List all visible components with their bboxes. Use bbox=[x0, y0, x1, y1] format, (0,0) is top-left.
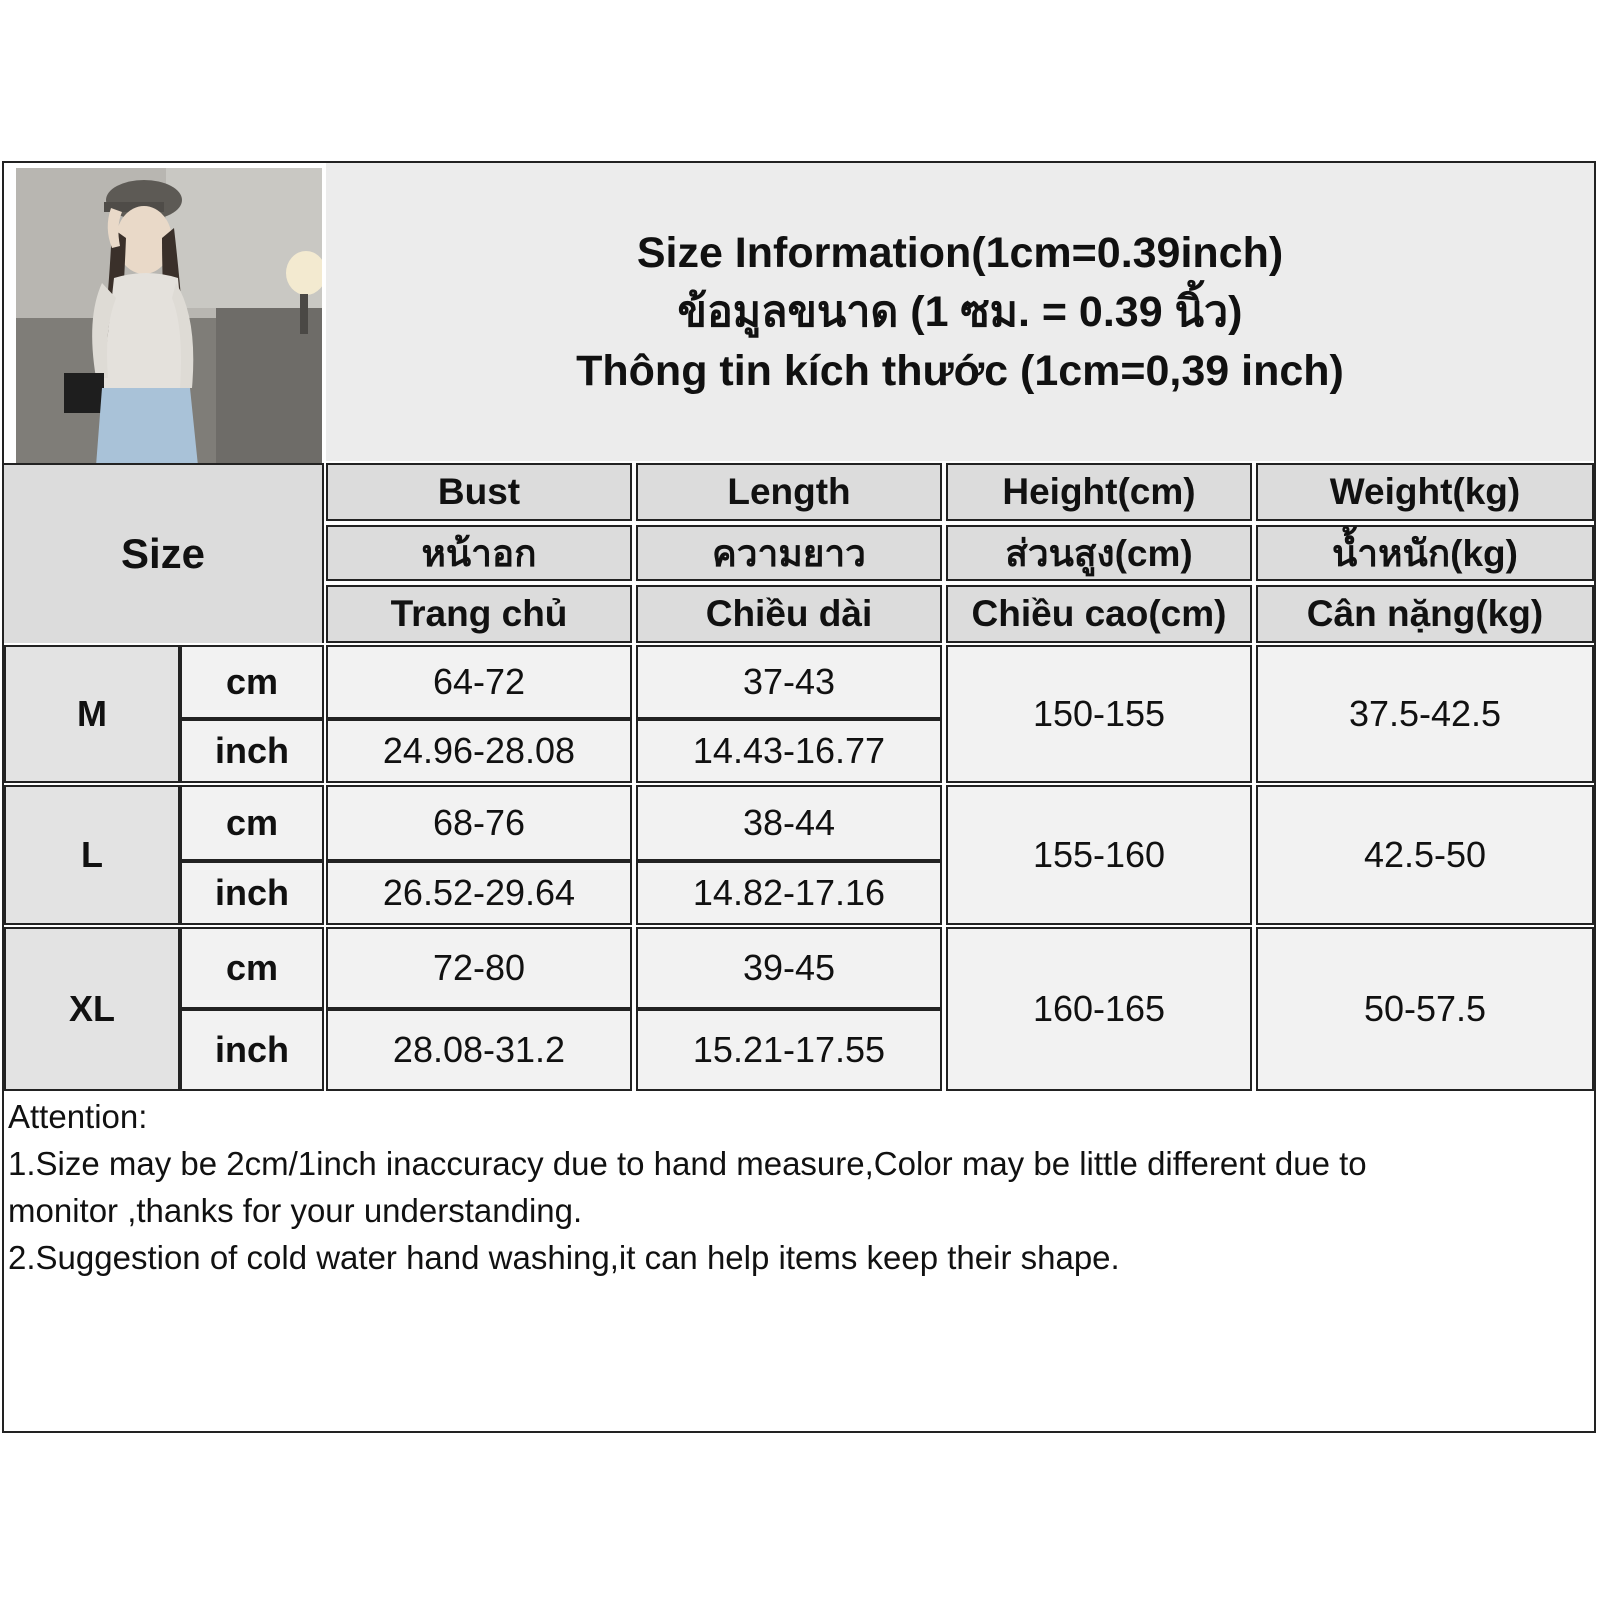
unit-cm: cm bbox=[180, 927, 324, 1009]
model-photo bbox=[16, 168, 322, 466]
col-weight-th: น้ำหนัก(kg) bbox=[1256, 525, 1594, 581]
m-bust-cm: 64-72 bbox=[326, 645, 632, 719]
col-length-en: Length bbox=[636, 463, 942, 521]
l-weight: 42.5-50 bbox=[1256, 785, 1594, 925]
l-height: 155-160 bbox=[946, 785, 1252, 925]
col-weight-en: Weight(kg) bbox=[1256, 463, 1594, 521]
xl-length-cm: 39-45 bbox=[636, 927, 942, 1009]
note-1-continued: monitor ,thanks for your understanding. bbox=[8, 1192, 583, 1229]
xl-length-inch: 15.21-17.55 bbox=[636, 1009, 942, 1091]
unit-cm: cm bbox=[180, 645, 324, 719]
col-bust-th: หน้าอก bbox=[326, 525, 632, 581]
m-weight: 37.5-42.5 bbox=[1256, 645, 1594, 783]
model-photo-illustration bbox=[16, 168, 322, 466]
unit-cm: cm bbox=[180, 785, 324, 861]
size-xl: XL bbox=[4, 927, 180, 1091]
title-thai: ข้อมูลขนาด (1 ซม. = 0.39 นิ้ว) bbox=[677, 287, 1243, 336]
title-block bbox=[326, 163, 1594, 461]
title-vietnamese: Thông tin kích thước (1cm=0,39 inch) bbox=[576, 346, 1344, 395]
unit-inch: inch bbox=[180, 1009, 324, 1091]
xl-bust-inch: 28.08-31.2 bbox=[326, 1009, 632, 1091]
title-english: Size Information(1cm=0.39inch) bbox=[636, 228, 1284, 277]
attention-heading: Attention: bbox=[8, 1098, 148, 1135]
l-length-cm: 38-44 bbox=[636, 785, 942, 861]
col-length-th: ความยาว bbox=[636, 525, 942, 581]
col-weight-vi: Cân nặng(kg) bbox=[1256, 585, 1594, 643]
size-header: Size bbox=[4, 463, 324, 643]
l-bust-inch: 26.52-29.64 bbox=[326, 861, 632, 925]
col-length-vi: Chiều dài bbox=[636, 585, 942, 643]
note-2: 2.Suggestion of cold water hand washing,it can help items keep their shape. bbox=[8, 1239, 1120, 1276]
m-bust-inch: 24.96-28.08 bbox=[326, 719, 632, 783]
xl-height: 160-165 bbox=[946, 927, 1252, 1091]
m-height: 150-155 bbox=[946, 645, 1252, 783]
col-height-en: Height(cm) bbox=[946, 463, 1252, 521]
unit-inch: inch bbox=[180, 719, 324, 783]
size-l: L bbox=[4, 785, 180, 925]
col-height-th: ส่วนสูง(cm) bbox=[946, 525, 1252, 581]
unit-inch: inch bbox=[180, 861, 324, 925]
l-bust-cm: 68-76 bbox=[326, 785, 632, 861]
xl-weight: 50-57.5 bbox=[1256, 927, 1594, 1091]
m-length-inch: 14.43-16.77 bbox=[636, 719, 942, 783]
attention-notes bbox=[8, 1093, 1588, 1281]
l-length-inch: 14.82-17.16 bbox=[636, 861, 942, 925]
size-m: M bbox=[4, 645, 180, 783]
col-bust-en: Bust bbox=[326, 463, 632, 521]
col-height-vi: Chiều cao(cm) bbox=[946, 585, 1252, 643]
size-chart bbox=[2, 161, 1596, 1433]
note-1: 1.Size may be 2cm/1inch inaccuracy due to hand measure,Color may be little different due to bbox=[8, 1145, 1367, 1182]
m-length-cm: 37-43 bbox=[636, 645, 942, 719]
col-bust-vi: Trang chủ bbox=[326, 585, 632, 643]
xl-bust-cm: 72-80 bbox=[326, 927, 632, 1009]
